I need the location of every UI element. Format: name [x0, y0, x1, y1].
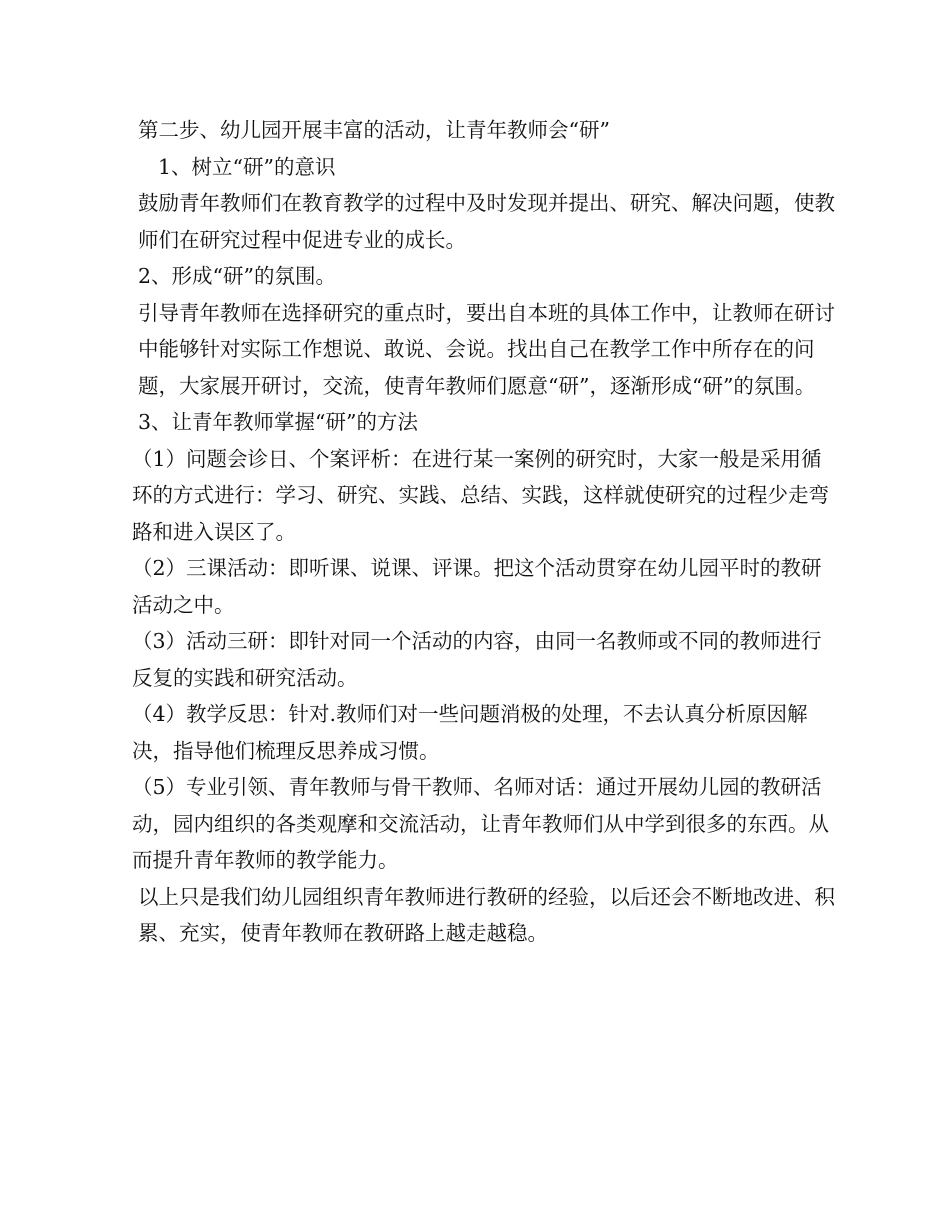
section-heading-2: 2、形成“研”的氛围。 — [138, 264, 337, 288]
method-item-4: （4）教学反思：针对.教师们对一些问题消极的处理，不去认真分析原因解决，指导他们梳理反思养成习惯。 — [132, 702, 808, 763]
method-item-5: （5）专业引领、青年教师与骨干教师、名师对话：通过开展幼儿园的教研活动，园内组织的各类观摩和交流活动，让青年教师们从中学到很多的东西。从而提升青年教师的教学能力。 — [132, 775, 829, 872]
step-heading: 第二步、幼儿园开展丰富的活动，让青年教师会“研” — [138, 118, 610, 142]
paragraph-1: 鼓励青年教师们在教育教学的过程中及时发现并提出、研究、解决问题，使教师们在研究过程中促进专业的成长。 — [138, 191, 835, 252]
method-item-3: （3）活动三研：即针对同一个活动的内容，由同一名教师或不同的教师进行反复的实践和研究活动。 — [132, 629, 822, 690]
section-heading-1: 1、树立“研”的意识 — [158, 154, 336, 179]
document-body — [132, 112, 838, 952]
method-item-1: （1）问题会诊日、个案评析：在进行某一案例的研究时，大家一般是采用循环的方式进行：学习、研究、实践、总结、实践，这样就使研究的过程少走弯路和进入误区了。 — [132, 446, 829, 544]
section-heading-3: 3、让青年教师掌握“研”的方法 — [138, 410, 419, 434]
closing-paragraph: 以上只是我们幼儿园组织青年教师进行教研的经验，以后还会不断地改进、积累、充实，使青年教师在教研路上越走越稳。 — [138, 884, 835, 945]
method-item-2: （2）三课活动：即听课、说课、评课。把这个活动贯穿在幼儿园平时的教研活动之中。 — [132, 556, 822, 617]
paragraph-2: 引导青年教师在选择研究的重点时，要出自本班的具体工作中，让教师在研讨中能够针对实际工作想说、敢说、会说。找出自己在教学工作中所存在的问题，大家展开研讨，交流，使青年教师们愿意“研”，逐渐形成“研”的氛围。 — [138, 300, 835, 398]
